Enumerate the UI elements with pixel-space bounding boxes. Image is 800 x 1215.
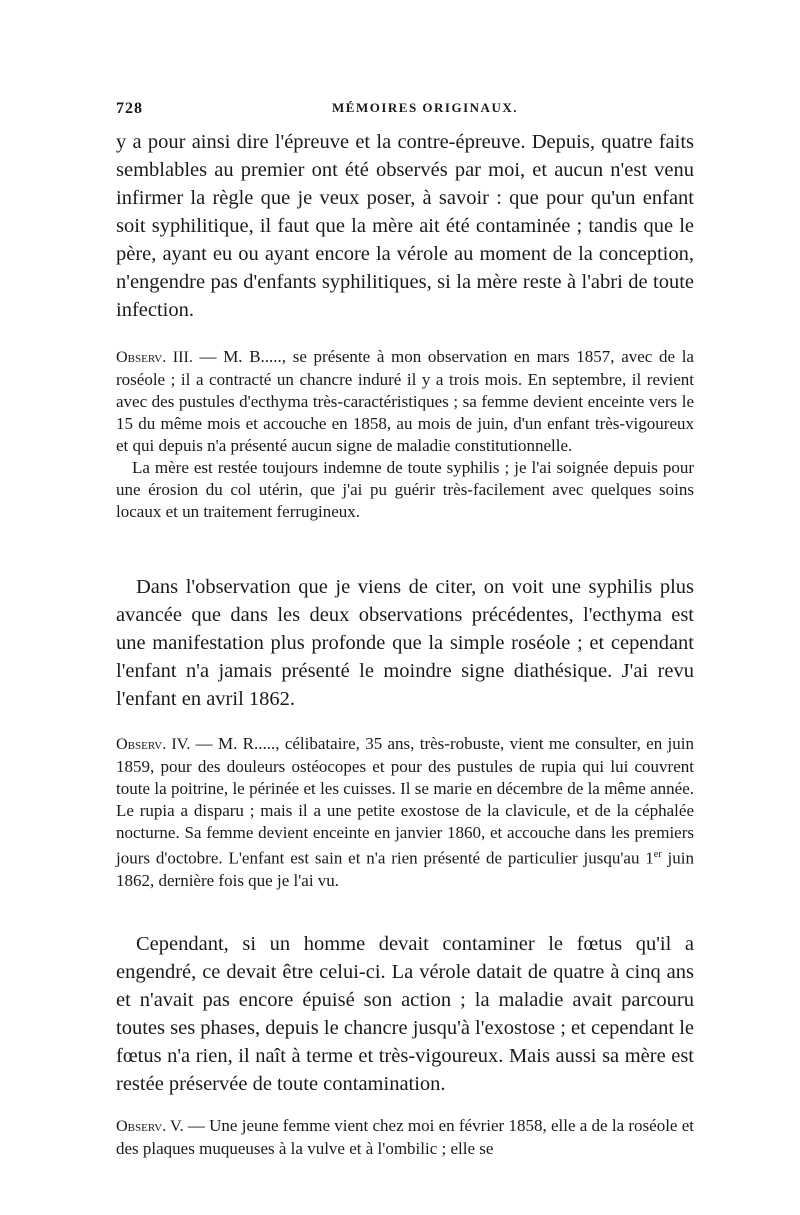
observation-5-label: Observ. V. <box>116 1118 184 1135</box>
observation-5 <box>116 1115 694 1160</box>
observation-4 <box>116 733 694 892</box>
paragraph-1 <box>116 128 694 324</box>
page-header <box>116 100 694 124</box>
observation-3-continuation: La mère est restée toujours indemne de toute syphilis ; je l'ai soignée depuis pour une érosion du col utérin, que j'ai pu guérir très-facilement avec quelques soins locaux et un traitement ferrugineux. <box>116 458 694 521</box>
observation-4-text-b: juin 1862, dernière fois que je l'ai vu. <box>116 848 695 890</box>
paragraph-2-text: Dans l'observation que je viens de citer, on voit une syphilis plus avancée que dans les deux observations précédentes, l'ecthyma est une manifestation plus profonde que la simple roséole ; et cependant l'enfant n'a jamais présenté le moindre signe diathésique. J'ai revu l'enfant en avril 1862. <box>116 576 694 710</box>
running-title: MÉMOIRES ORIGINAUX. <box>332 100 518 115</box>
paragraph-2 <box>116 573 694 713</box>
observation-3-text: — M. B....., se présente à mon observation en mars 1857, avec de la roséole ; il a contracté un chancre induré il y a trois mois. En septembre, il revient avec des pustules d'ecthyma très-caractéristiques ; sa femme devient enceinte vers le 15 du même mois et accouche en 1858, au mois de juin, d'un enfant très-vigoureux et qui depuis n'a présenté aucun signe de maladie constitutionnelle. <box>116 347 694 455</box>
observation-4-superscript: er <box>653 849 662 860</box>
observation-4-text-a: — M. R....., célibataire, 35 ans, très-robuste, vient me consulter, en juin 1859, pour des douleurs ostéocopes et pour des pustules de rupia qui lui couvrent toute la poitrine, le périnée et les cuisses. Il se marie en décembre de la même année. Le rupia a disparu ; mais il a une petite exostose de la clavicule, et de la céphalée nocturne. Sa femme devient enceinte en janvier 1860, et accouche dans les premiers jours d'octobre. L'enfant est sain et n'a rien présenté de particulier jusqu'au 1 <box>116 734 694 868</box>
paragraph-1-text: y a pour ainsi dire l'épreuve et la contre-épreuve. Depuis, quatre faits semblables au premier ont été observés par moi, et aucun n'est venu infirmer la règle que je veux poser, à savoir : que pour qu'un enfant soit syphilitique, il faut que la mère ait été contaminée ; tandis que le père, ayant eu ou ayant encore la vérole au moment de la conception, n'engendre pas d'enfants syphilitiques, si la mère reste à l'abri de toute infection. <box>116 131 694 321</box>
observation-3 <box>116 346 694 523</box>
observation-5-text: — Une jeune femme vient chez moi en février 1858, elle a de la roséole et des plaques muqueuses à la vulve et à l'ombilic ; elle se <box>116 1116 694 1158</box>
observation-4-label: Observ. IV. <box>116 736 191 753</box>
paragraph-3 <box>116 930 694 1098</box>
paragraph-3-text: Cependant, si un homme devait contaminer le fœtus qu'il a engendré, ce devait être celui-ci. La vérole datait de quatre à cinq ans et n'avait pas encore épuisé son action ; la maladie avait parcouru toutes ses phases, depuis le chancre jusqu'à l'exostose ; et cependant le fœtus n'a rien, il naît à terme et très-vigoureux. Mais aussi sa mère est restée préservée de toute contamination. <box>116 933 694 1095</box>
page-number: 728 <box>116 100 143 117</box>
observation-3-label: Observ. III. <box>116 349 193 366</box>
